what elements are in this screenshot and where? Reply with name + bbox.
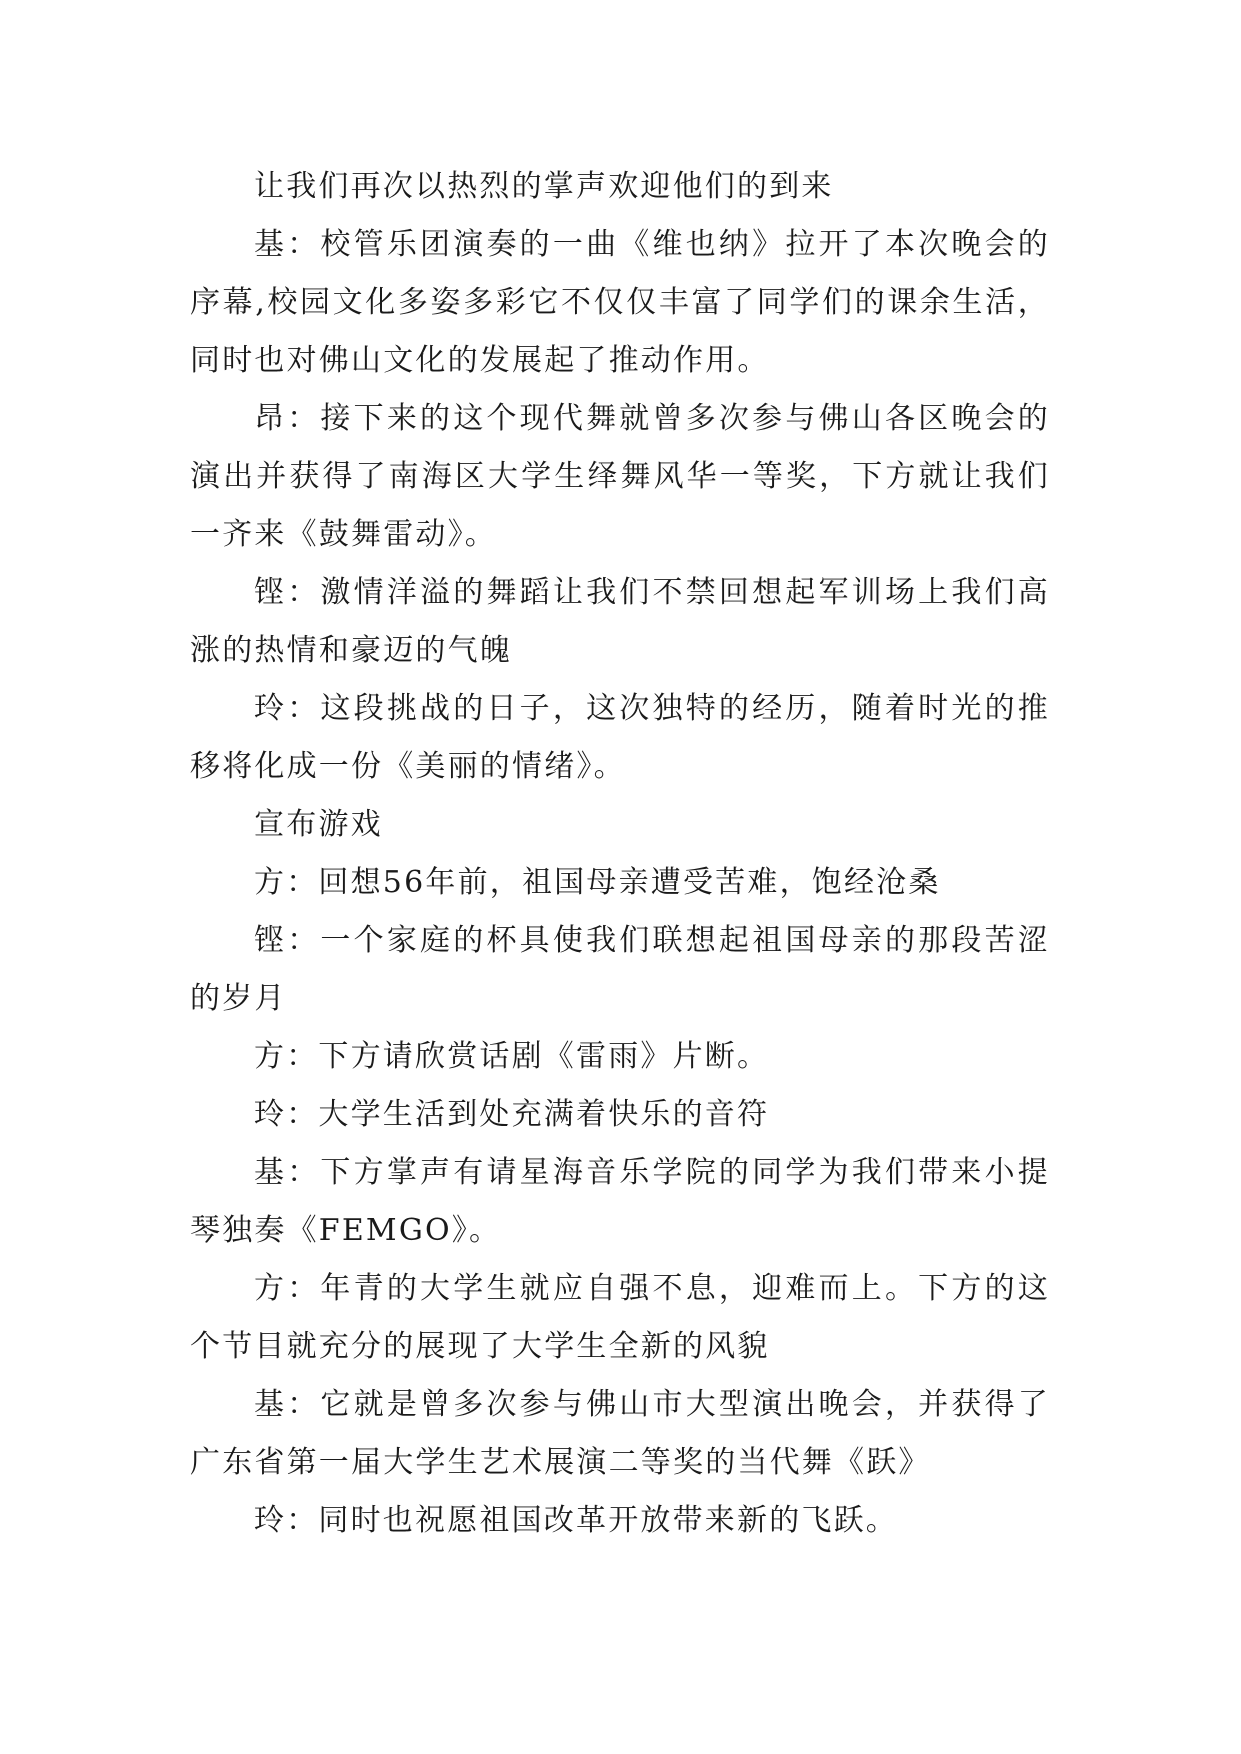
paragraph-ling-emotion: 玲：这段挑战的日子，这次独特的经历，随着时光的推移将化成一份《美丽的情绪》。 [190, 691, 1050, 784]
paragraph-welcome: 让我们再次以热烈的掌声欢迎他们的到来 [254, 169, 834, 204]
paragraph-keng-tragedy: 铿：一个家庭的杯具使我们联想起祖国母亲的那段苦涩的岁月 [190, 923, 1050, 1016]
document-body [190, 158, 1050, 1550]
paragraph-ji-vienna: 基：校管乐团演奏的一曲《维也纳》拉开了本次晚会的序幕,校园文化多姿多彩它不仅仅丰富了同学们的课余生活，同时也对佛山文化的发展起了推动作用。 [190, 227, 1050, 378]
paragraph-ling-wish: 玲：同时也祝愿祖国改革开放带来新的飞跃。 [254, 1503, 898, 1538]
paragraph-ji-leap: 基：它就是曾多次参与佛山市大型演出晚会，并获得了广东省第一届大学生艺术展演二等奖的当代舞《跃》 [190, 1387, 1050, 1480]
paragraph-announce-game: 宣布游戏 [254, 807, 383, 842]
paragraph-ang-modern-dance: 昂：接下来的这个现代舞就曾多次参与佛山各区晚会的演出并获得了南海区大学生绎舞风华一等奖，下方就让我们一齐来《鼓舞雷动》。 [190, 401, 1050, 552]
paragraph-fang-drama: 方：下方请欣赏话剧《雷雨》片断。 [254, 1039, 770, 1074]
paragraph-fang-youth: 方：年青的大学生就应自强不息，迎难而上。下方的这个节目就充分的展现了大学生全新的风貌 [190, 1271, 1050, 1364]
paragraph-fang-recall: 方：回想56年前，祖国母亲遭受苦难，饱经沧桑 [254, 865, 941, 900]
paragraph-ling-music: 玲：大学生活到处充满着快乐的音符 [254, 1097, 770, 1132]
paragraph-keng-dance: 铿：激情洋溢的舞蹈让我们不禁回想起军训场上我们高涨的热情和豪迈的气魄 [190, 575, 1050, 668]
paragraph-ji-violin: 基：下方掌声有请星海音乐学院的同学为我们带来小提琴独奏《FEMGO》。 [190, 1155, 1050, 1248]
